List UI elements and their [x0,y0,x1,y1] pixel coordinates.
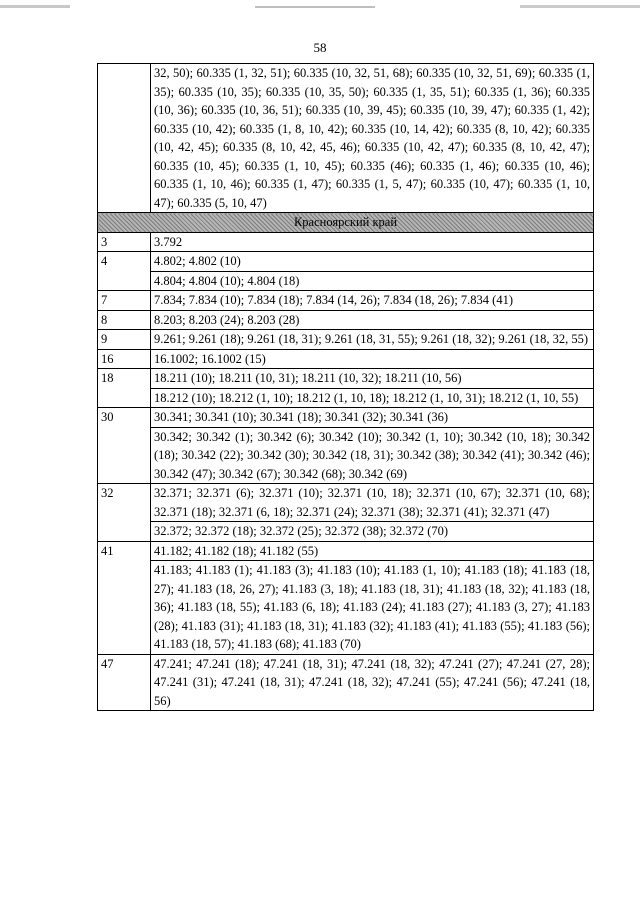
entries-cell: 32, 50); 60.335 (1, 32, 51); 60.335 (10, 32, 51, 68); 60.335 (10, 32, 51, 69); 60.335 (1, 35); 60.335 (10, 35); 60.335 (10, 35, 50); 60.335 (1, 35, 51); 60.335 (1, 36); 60.335 (10, 36); 60.335 (10, 36, 51); 60.335 (10, 39, 45); 60.335 (10, 39, 47); 60.335 (1, 42); 60.335 (10, 42); 60.335 (1, 8, 10, 42); 60.335 (10, 14, 42); 60.335 (8, 10, 42); 60.335 (10, 42, 45); 60.335 (8, 10, 42, 45, 46); 60.335 (10, 42, 47); 60.335 (8, 10, 42, 47); 60.335 (10, 45); 60.335 (1, 10, 45); 60.335 (46); 60.335 (1, 46); 60.335 (10, 46); 60.335 (1, 10, 46); 60.335 (1, 47); 60.335 (1, 5, 47); 60.335 (10, 47); 60.335 (1, 10, 47); 60.335 (5, 10, 47) [151,64,594,213]
entries-cell: 41.183; 41.183 (1); 41.183 (3); 41.183 (10); 41.183 (1, 10); 41.183 (18); 41.183 (18, 27); 41.183 (18, 26, 27); 41.183 (3, 18); 41.183 (18, 31); 41.183 (18, 32); 41.183 (18, 36); 41.183 (18, 55); 41.183 (6, 18); 41.183 (24); 41.183 (27); 41.183 (3, 27); 41.183 (28); 41.183 (31); 41.183 (18, 31); 41.183 (32); 41.183 (41); 41.183 (55); 41.183 (56); 41.183 (18, 57); 41.183 (68); 41.183 (70) [151,561,594,655]
table-row [98,408,594,428]
code-cell: 3 [98,232,151,252]
code-cell [98,64,151,213]
table-row [98,291,594,311]
table-row [98,310,594,330]
code-cell: 47 [98,654,151,711]
entries-cell: 47.241; 47.241 (18); 47.241 (18, 31); 47.241 (18, 32); 47.241 (27); 47.241 (27, 28); 47.241 (31); 47.241 (18, 31); 47.241 (18, 32); 47.241 (55); 47.241 (56); 47.241 (18, 56) [151,654,594,711]
entries-cell: 32.371; 32.371 (6); 32.371 (10); 32.371 (10, 18); 32.371 (10, 67); 32.371 (10, 68); 32.371 (18); 32.371 (6, 18); 32.371 (24); 32.371 (38); 32.371 (41); 32.371 (47) [151,484,594,522]
entries-cell: 9.261; 9.261 (18); 9.261 (18, 31); 9.261 (18, 31, 55); 9.261 (18, 32); 9.261 (18, 32, 55) [151,330,594,350]
entries-cell: 3.792 [151,232,594,252]
table-row [98,369,594,389]
entries-cell: 4.802; 4.802 (10) [151,252,594,272]
code-cell: 32 [98,484,151,542]
scan-artifact [0,5,70,8]
table-row [98,330,594,350]
code-cell: 18 [98,369,151,408]
table-row [98,654,594,711]
region-header-label: Красноярский край [293,215,398,229]
entries-cell: 30.341; 30.341 (10); 30.341 (18); 30.341 (32); 30.341 (36) [151,408,594,428]
code-cell: 7 [98,291,151,311]
code-cell: 41 [98,541,151,654]
table-row [98,271,594,291]
table-row [98,64,594,213]
table-row [98,484,594,522]
table-row [98,252,594,272]
entries-cell: 16.1002; 16.1002 (15) [151,349,594,369]
entries-cell: 30.342; 30.342 (1); 30.342 (6); 30.342 (10); 30.342 (1, 10); 30.342 (10, 18); 30.342 (18); 30.342 (22); 30.342 (30); 30.342 (18, 31); 30.342 (38); 30.342 (41); 30.342 (46); 30.342 (47); 30.342 (67); 30.342 (68); 30.342 (69) [151,427,594,484]
code-cell: 9 [98,330,151,350]
entries-cell: 8.203; 8.203 (24); 8.203 (28) [151,310,594,330]
table-row [98,561,594,655]
entries-cell: 32.372; 32.372 (18); 32.372 (25); 32.372 (38); 32.372 (70) [151,522,594,542]
entries-cell: 18.211 (10); 18.211 (10, 31); 18.211 (10, 32); 18.211 (10, 56) [151,369,594,389]
codes-table [97,63,594,711]
entries-cell: 18.212 (10); 18.212 (1, 10); 18.212 (1, 10, 18); 18.212 (1, 10, 31); 18.212 (1, 10, 55) [151,388,594,408]
region-header [98,213,594,233]
page-number: 58 [313,40,327,55]
code-cell: 8 [98,310,151,330]
table-row [98,541,594,561]
table-row [98,522,594,542]
table-row [98,388,594,408]
scan-artifact [520,5,640,8]
scan-artifact [255,6,375,8]
table-row [98,349,594,369]
code-cell: 16 [98,349,151,369]
table-row [98,427,594,484]
region-header-row [98,213,594,233]
code-cell: 30 [98,408,151,484]
code-cell: 4 [98,252,151,291]
entries-cell: 41.182; 41.182 (18); 41.182 (55) [151,541,594,561]
entries-cell: 7.834; 7.834 (10); 7.834 (18); 7.834 (14, 26); 7.834 (18, 26); 7.834 (41) [151,291,594,311]
table-row [98,232,594,252]
entries-cell: 4.804; 4.804 (10); 4.804 (18) [151,271,594,291]
